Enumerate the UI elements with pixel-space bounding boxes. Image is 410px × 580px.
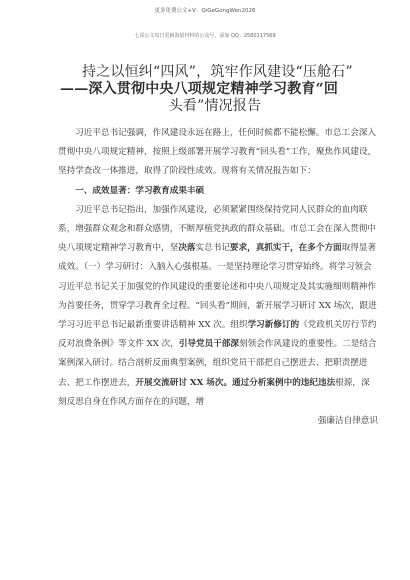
closing-line: 强廉洁自律意识 bbox=[317, 416, 378, 427]
watermark-header: 更多免费公文+V：QiGeGongWen2026 bbox=[154, 8, 256, 14]
page-header-note: 七哥公文每日更新海量材料的公众号，添加 QQ：2580117569 bbox=[134, 33, 276, 39]
section-1-paragraph: 习近平总书记指出，加强作风建设，必须紧紧围绕保持党同人民群众的血肉联系，增强群众观念和群众感情，不断厚植党执政的群众基础。市总工会在深入贯彻中央八项规定精神学习教育中，坚决落实总书记要求，真抓实干，在多个方面取得显著成效。（一）学习研讨：入脑入心强根基。一是坚持理论学习贯穿始终。将学习领会习近平总书记关于加强党的作风建设的重要论述和中央八项规定及其实施细则精神作为首要任务，贯穿学习教育全过程。“回头看”期间，新开展学习研讨 XX 场次，跟进学习习近平总书记最新重要讲话精神 XX 次。组织学习新修订的《党政机关厉行节约反对浪费条例》等文件 XX 次，引导党员干部深刻领会作风建设的重要性。二是结合案例深入研讨。结合剖析反面典型案例，组织党员干部把自己摆进去、把职责摆进去、把工作摆进去，开展交流研讨 XX 场次。通过分析案例中的违纪违法根源，深刻反思自身在作风方面存在的问题，增 bbox=[58, 204, 377, 407]
section-heading-1: 一、成效显著：学习教育成果丰硕 bbox=[75, 185, 205, 196]
title-line-1: 持之以恒纠“四风”，筑牢作风建设“压舱石” bbox=[82, 64, 353, 80]
title-line-2: ——深入贯彻中央八项规定精神学习教育“回 bbox=[60, 81, 339, 97]
intro-paragraph: 习近平总书记强调，作风建设永远在路上，任何时候都不能松懈。市总工会深入贯彻中央八项规定精神，按照上级部署开展学习教育“回头看”工作，聚焦作风建设，坚持学查改一体推进，取得了阶段性成效。现将有关情况报告如下： bbox=[58, 128, 377, 177]
title-line-3: 头看”情况报告 bbox=[168, 98, 262, 114]
document-title bbox=[60, 64, 370, 115]
document-body bbox=[58, 124, 378, 431]
